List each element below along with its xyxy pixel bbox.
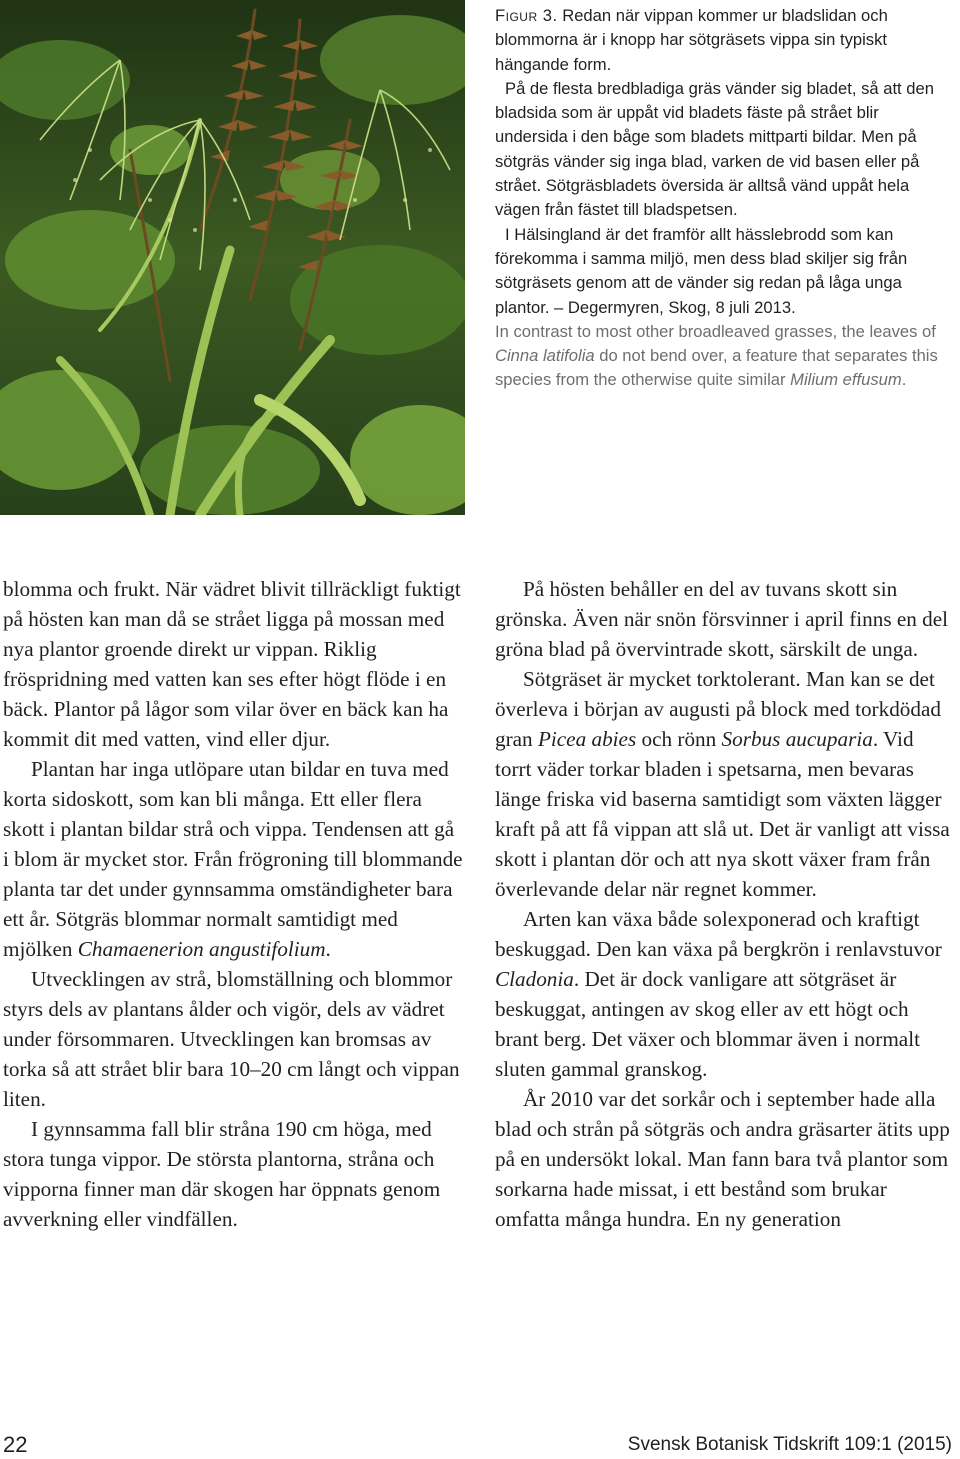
species-name: Milium effusum — [790, 370, 902, 390]
body-paragraph: Utvecklingen av strå, blomställning och blommor styrs dels av plantans ålder och vigör, dels av vädret under försommaren. Utvecklingen kan bromsas av torka så att strået blir bara 10–20 cm långt och vippan liten. — [3, 967, 460, 1111]
figure-photo — [0, 0, 465, 515]
caption-swedish-paragraph: I Hälsingland är det framför allt hässlebrodd som kan förekomma i samma miljö, men dess blad skiljer sig från sötgräsets genom att de vänder sig redan på låga unga plantor. – Degermyren, Skog, 8 juli 2013. — [495, 224, 908, 317]
species-name: Picea abies — [537, 727, 637, 751]
species-name: Sorbus aucuparia — [721, 727, 873, 751]
caption-english: In contrast to most other broadleaved grasses, the leaves of Cinna latifolia do not bend over, a feature that separates this species from the otherwise quite similar Milium effusum. — [495, 321, 938, 390]
page-number: 22 — [3, 1432, 28, 1457]
caption-sentence: Redan när vippan kommer ur bladslidan och blommorna är i knopp har sötgräsets vippa sin typiskt hängande form. — [495, 6, 888, 74]
caption-swedish-intro — [495, 4, 945, 77]
figure-label: Figur 3. — [495, 6, 558, 25]
species-name: Cladonia — [495, 967, 574, 991]
body-column-left — [3, 574, 465, 1234]
grass-photo-illustration — [0, 0, 465, 515]
body-column-right — [495, 574, 955, 1234]
body-paragraph: Plantan har inga utlöpare utan bildar en tuva med korta sidoskott, som kan bli många. Ett eller flera skott i plantan bildar strå och vippa. Tendensen att gå i blom är mycket stor. Från frögroning till blommande planta tar det under gynnsamma omständigheter bara ett år. Sötgräs blommar normalt samtidigt med mjölken Chamaenerion angustifolium. — [3, 757, 463, 961]
species-name: Chamaenerion angustifolium — [77, 937, 326, 961]
body-paragraph: På hösten behåller en del av tuvans skott sin grönska. Även när snön försvinner i april finns en del gröna blad på övervintrade skott, särskilt de unga. — [495, 577, 949, 661]
body-paragraph: År 2010 var det sorkår och i september hade alla blad och strån på sötgräs och andra gräsarter ätits upp på en undersökt lokal. Man fann bara två plantor som sorkarna hade missat, i ett bestånd som brukar omfatta många hundra. En ny generation — [495, 1087, 950, 1231]
caption-swedish-paragraph: På de flesta bredbladiga gräs vänder sig bladet, så att den bladsida som är uppåt vid bladets fäste på strået blir undersida i den båge som bladets mittparti bildar. Men på sötgräs vänder sig inga blad, varken de vid basen eller på strået. Sötgräsbladets översida är alltså vänd uppåt hela vägen från fästet till bladspetsen. — [495, 78, 934, 220]
body-paragraph: Sötgräset är mycket torktolerant. Man kan se det överleva i början av augusti på block med torkdödad gran Picea abies och rönn Sorbus aucuparia. Vid torrt väder torkar bladen i spetsarna, men bevaras länge friska vid baserna samtidigt som växten lägger kraft på att få vippan att slå ut. Det är vanligt att vissa skott i plantan dör och att nya skott växer fram från överlevande delar när regnet kommer. — [495, 667, 950, 901]
species-name: Cinna latifolia — [495, 346, 595, 366]
figure-caption — [495, 4, 945, 393]
body-paragraph: blomma och frukt. När vädret blivit tillräckligt fuktigt på hösten kan man då se strået ligga på mossan med nya plantor groende direkt ur vippan. Riklig fröspridning med vatten kan ses efter högt flöde i en bäck. Plantor på lågor som vilar över en bäck kan ha kommit dit med vatten, vind eller djur. — [3, 577, 461, 751]
body-paragraph: I gynnsamma fall blir stråna 190 cm höga, med stora tunga vippor. De största plantorna, stråna och vipporna finner man där skogen har öppnats genom avverkning eller vindfällen. — [3, 1117, 441, 1231]
journal-citation: Svensk Botanisk Tidskrift 109:1 (2015) — [627, 1434, 952, 1455]
body-paragraph: Arten kan växa både solexponerad och kraftigt beskuggad. Den kan växa på bergkrön i renlavstuvor Cladonia. Det är dock vanligare att sötgräset är beskuggat, antingen av skog eller av ett högt och brant berg. Det växer och blommar även i normalt sluten gammal granskog. — [495, 907, 942, 1081]
